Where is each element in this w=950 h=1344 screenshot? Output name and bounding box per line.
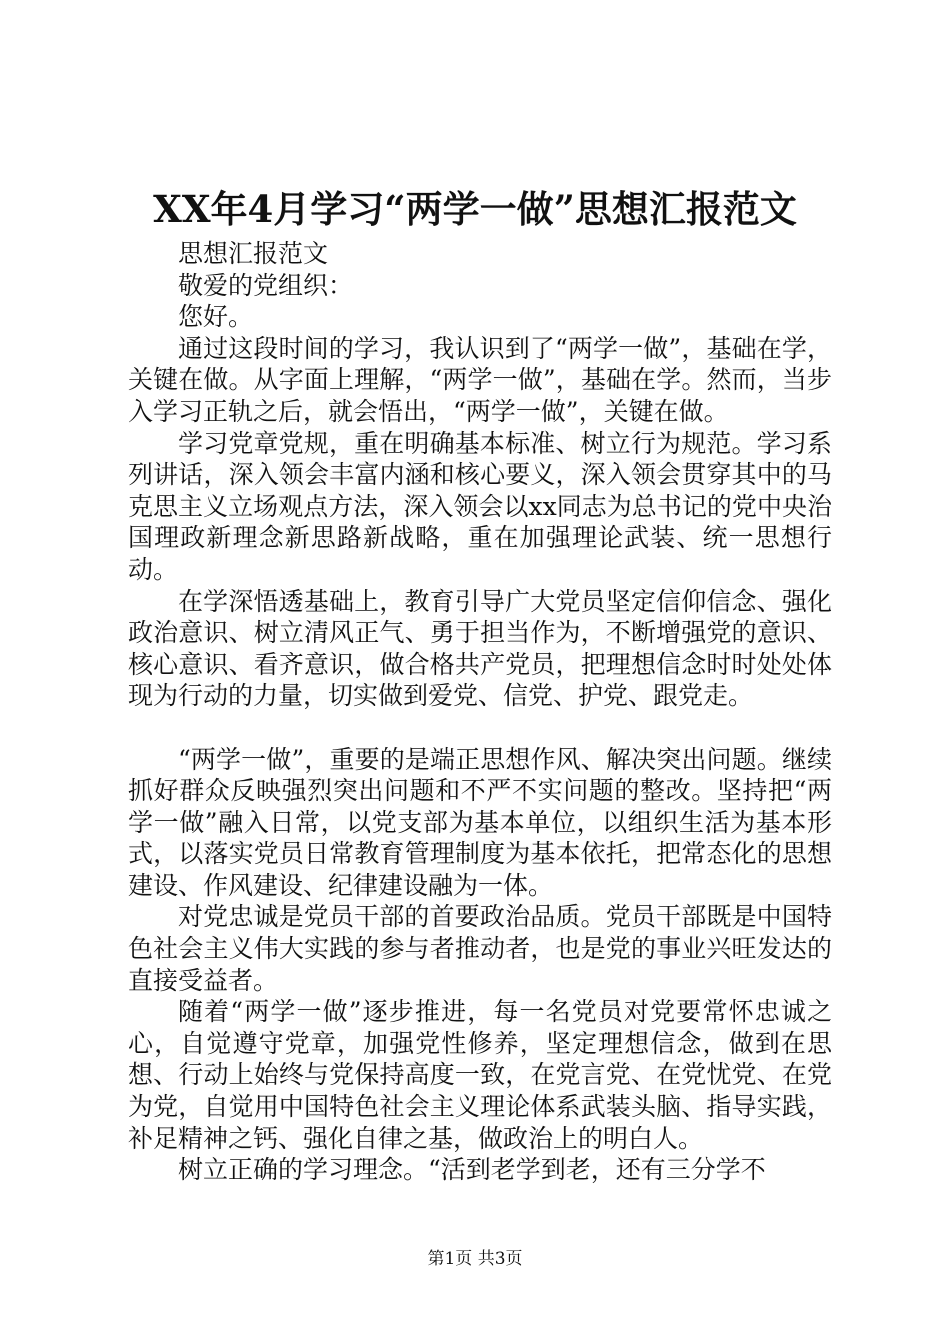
document-body: [128, 238, 832, 1186]
paragraph-greeting: 您好。: [178, 302, 254, 332]
document-title: XX年4月学习“两学一做”思想汇报范文: [153, 187, 797, 231]
paragraph-heading: 思想汇报范文: [178, 239, 329, 268]
paragraph: “两学一做”，重要的是端正思想作风、解决突出问题。继续抓好群众反映强烈突出问题和不严不实问题的整改。坚持把“两学一做”融入日常，以党支部为基本单位，以组织生活为基本形式，以落实党员日常教育管理制度为基本依托，把常态化的思想建设、作风建设、纪律建设融为一体。: [128, 744, 832, 900]
paragraph: 在学深悟透基础上，教育引导广大党员坚定信仰信念、强化政治意识、树立清风正气、勇于担当作为，不断增强党的意识、核心意识、看齐意识，做合格共产党员，把理想信念时时处处体现为行动的力量，切实做到爱党、信党、护党、跟党走。: [128, 586, 832, 711]
paragraph: 树立正确的学习理念。“活到老学到老，还有三分学不: [178, 1155, 766, 1185]
paragraph: 对党忠诚是党员干部的首要政治品质。党员干部既是中国特色社会主义伟大实践的参与者推动者，也是党的事业兴旺发达的直接受益者。: [128, 902, 832, 995]
page-number-footer: 第1页 共3页: [427, 1249, 523, 1269]
paragraph: 通过这段时间的学习，我认识到了“两学一做”，基础在学，关键在做。从字面上理解，“两学一做”，基础在学。然而，当步入学习正轨之后，就会悟出，“两学一做”，关键在做。: [128, 333, 832, 426]
paragraph: 随着“两学一做”逐步推进，每一名党员对党要常怀忠诚之心，自觉遵守党章，加强党性修养，坚定理想信念，做到在思想、行动上始终与党保持高度一致，在党言党、在党忧党、在党为党，自觉用中国特色社会主义理论体系武装头脑、指导实践，补足精神之钙、强化自律之基，做政治上的明白人。: [128, 997, 832, 1153]
paragraph-salutation: 敬爱的党组织：: [178, 270, 354, 300]
paragraph: 学习党章党规，重在明确基本标准、树立行为规范。学习系列讲话，深入领会丰富内涵和核心要义，深入领会贯穿其中的马克思主义立场观点方法，深入领会以xx同志为总书记的党中央治国理政新理念新思路新战略，重在加强理论武装、统一思想行动。: [128, 428, 832, 584]
